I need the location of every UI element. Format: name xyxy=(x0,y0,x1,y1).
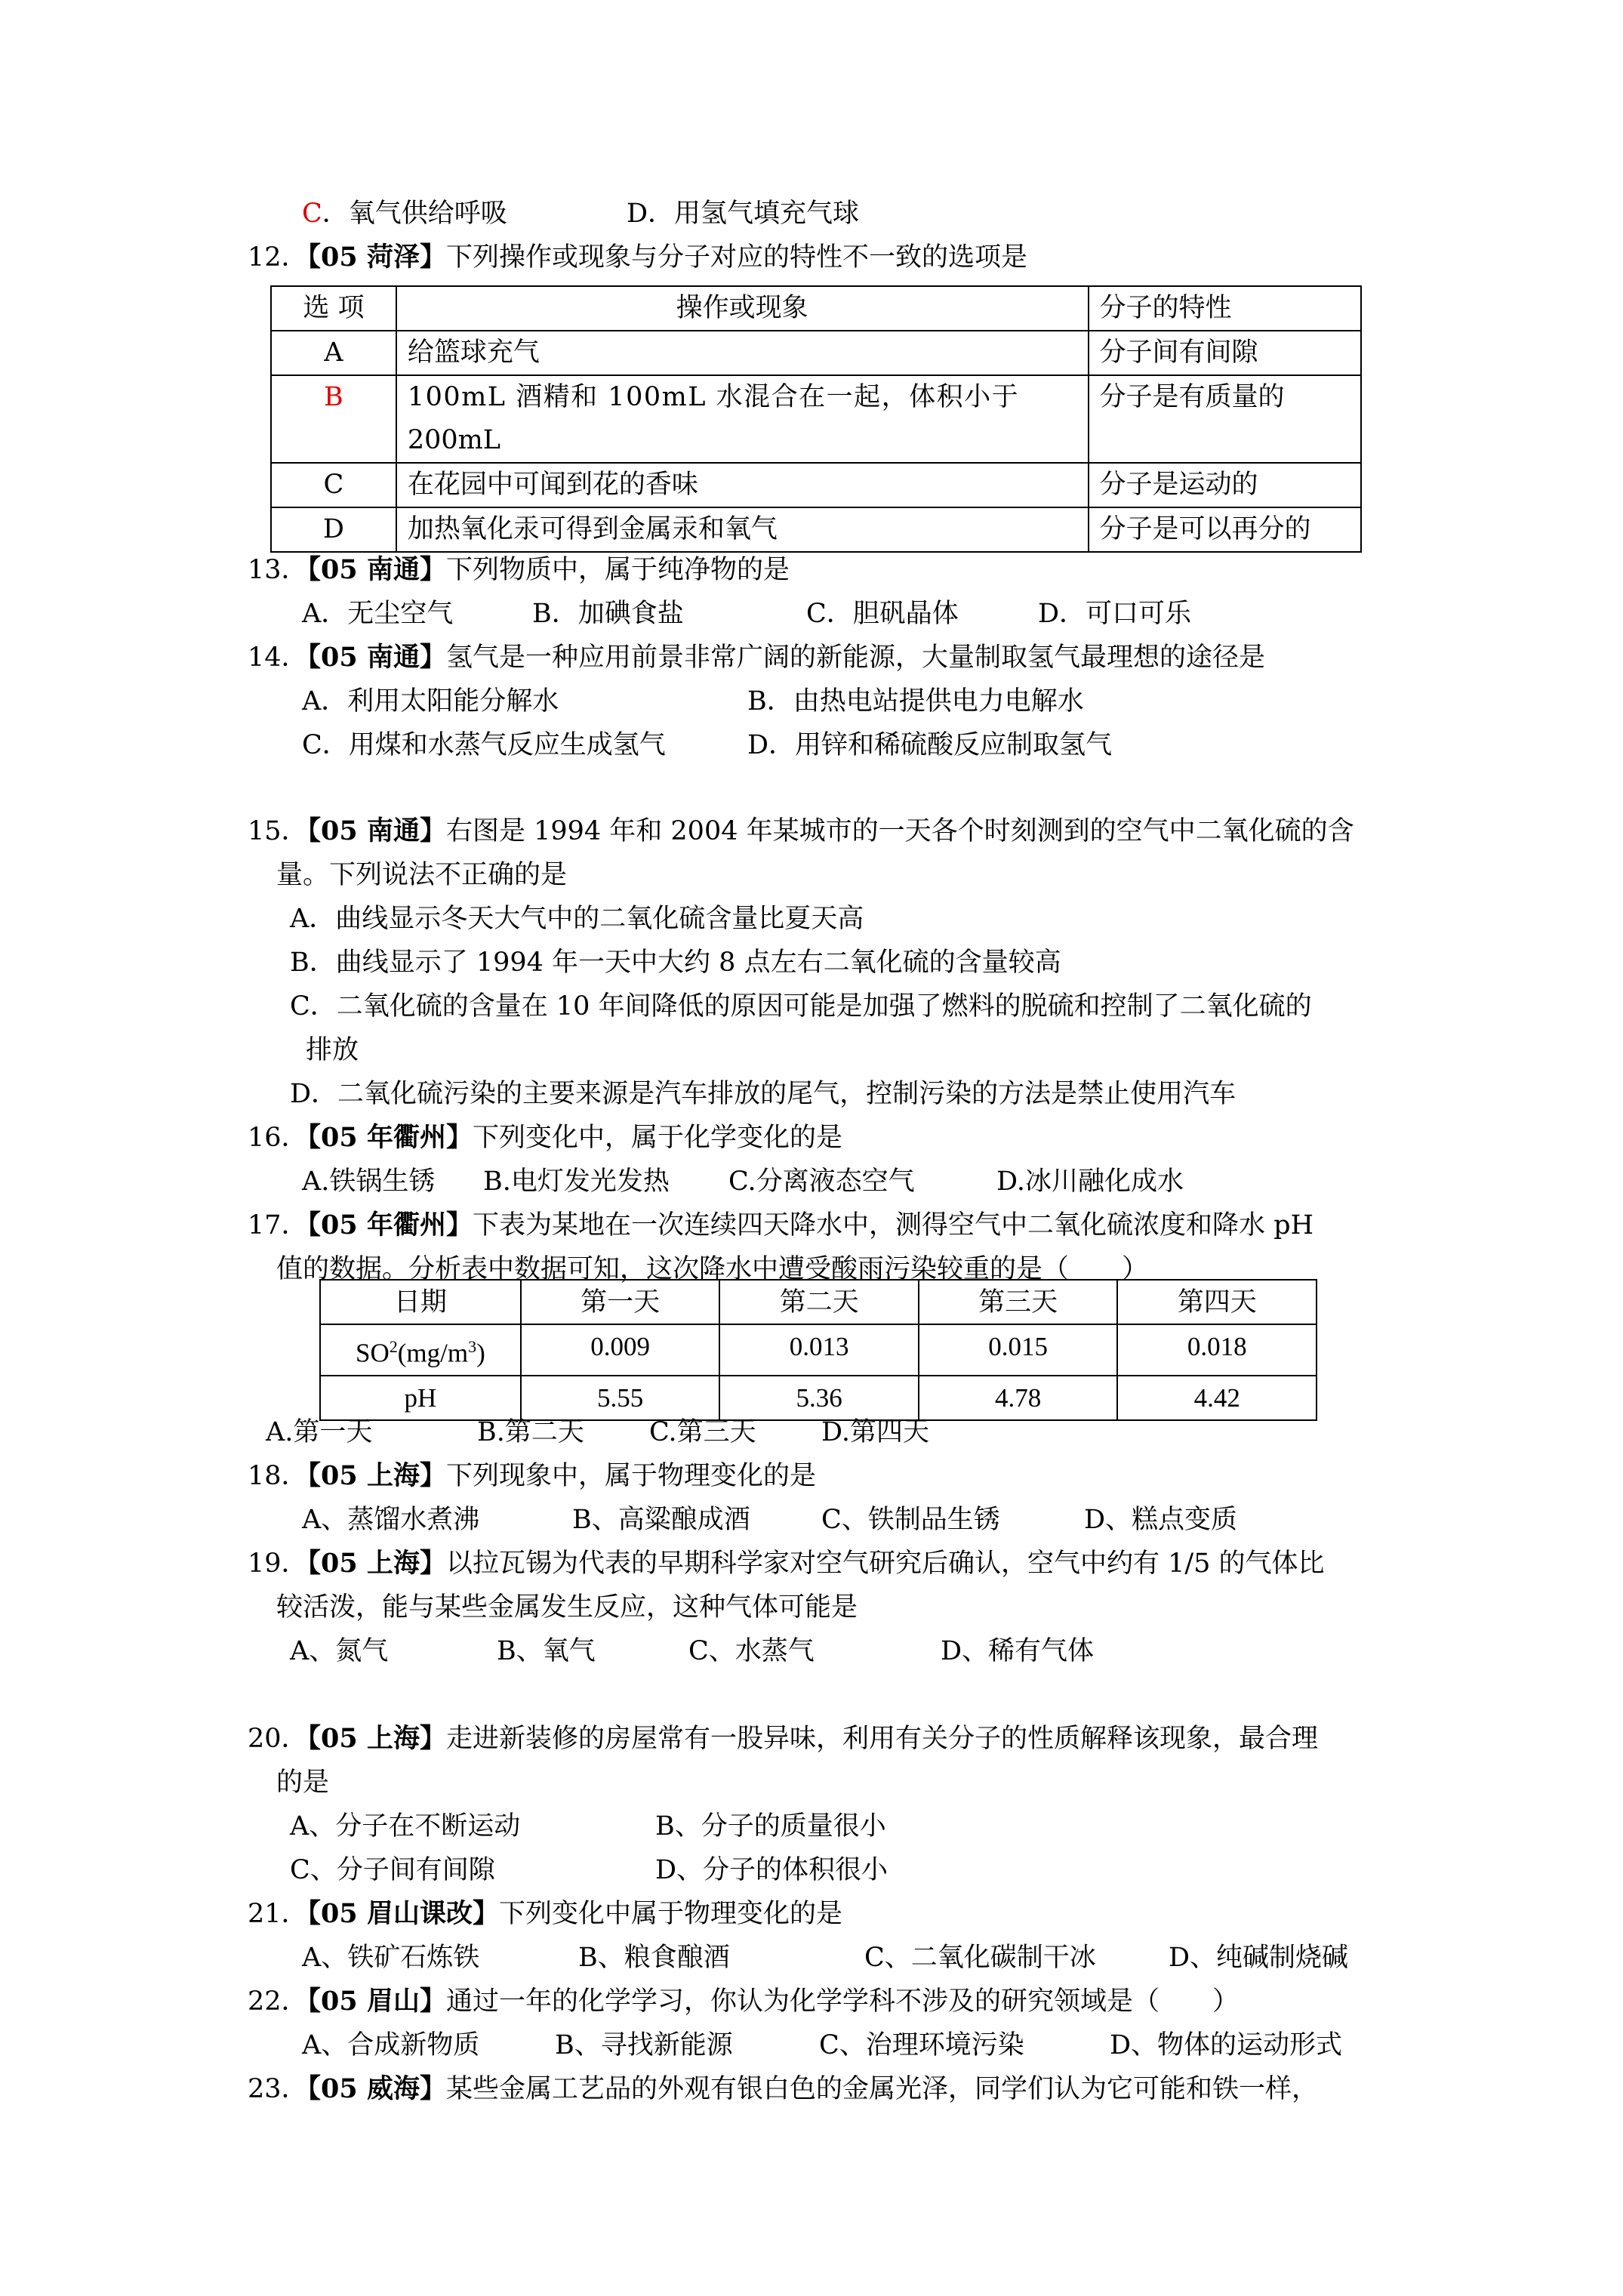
table-header-cell: 第四天 xyxy=(1117,1280,1317,1324)
table-header-row xyxy=(271,286,1361,331)
option-d: D．可口可乐 xyxy=(1038,599,1192,629)
operation-line-2: 200mL xyxy=(407,425,501,455)
question-number: 17． xyxy=(248,1210,308,1240)
source-tag: 【05 南通】 xyxy=(307,815,446,846)
property-cell: 分子是运动的 xyxy=(1089,463,1362,507)
table-cell: 0.009 xyxy=(521,1324,720,1376)
option-b: B．由热电站提供电力电解水 xyxy=(747,686,1084,717)
question-text: 下列物质中，属于纯净物的是 xyxy=(445,555,790,585)
question-number: 16． xyxy=(248,1123,308,1153)
table-cell: 0.018 xyxy=(1117,1324,1317,1376)
question-text: 下列变化中属于物理变化的是 xyxy=(498,1899,842,1929)
operation-cell: 给篮球充气 xyxy=(396,331,1089,375)
property-cell: 分子是有质量的 xyxy=(1089,375,1362,463)
table-row-ph xyxy=(320,1376,1317,1420)
option-b: B、粮食酿酒 xyxy=(578,1943,730,1973)
option-b: B.第二天 xyxy=(477,1417,584,1447)
q12-table xyxy=(270,285,1362,553)
question-number: 18． xyxy=(248,1461,308,1491)
table-row xyxy=(271,463,1361,507)
option-c: C.第三天 xyxy=(649,1417,756,1447)
source-tag: 【05 年衢州】 xyxy=(307,1210,473,1240)
option-a: A．利用太阳能分解水 xyxy=(302,686,559,717)
source-tag: 【05 南通】 xyxy=(307,554,446,585)
option-cell: C xyxy=(271,463,396,507)
q11-option-d: D．用氢气填充气球 xyxy=(627,199,860,229)
q21-stem xyxy=(248,1898,842,1930)
q18-stem xyxy=(248,1460,816,1492)
option-a: A、合成新物质 xyxy=(302,2030,480,2060)
q11-option-c: ．氧气供给呼吸 xyxy=(322,199,507,229)
question-text: 走进新装修的房屋常有一股异味，利用有关分子的性质解释该现象，最合理 xyxy=(445,1724,1318,1754)
operation-cell: 在花园中可闻到花的香味 xyxy=(396,463,1089,507)
q15-option-d: D．二氧化硫污染的主要来源是汽车排放的尾气，控制污染的方法是禁止使用汽车 xyxy=(290,1079,1236,1109)
option-b: B、寻找新能源 xyxy=(555,2030,733,2060)
question-text: 下表为某地在一次连续四天降水中，测得空气中二氧化硫浓度和降水 pH xyxy=(472,1210,1314,1240)
option-d: D、物体的运动形式 xyxy=(1110,2030,1343,2060)
table-header-cell: 选 项 xyxy=(271,286,396,331)
question-text: 以拉瓦锡为代表的早期科学家对空气研究后确认，空气中约有 1/5 的气体比 xyxy=(445,1549,1325,1579)
question-number: 15． xyxy=(248,816,308,846)
option-d: D、稀有气体 xyxy=(941,1636,1095,1666)
source-tag: 【05 威海】 xyxy=(307,2073,446,2104)
operation-cell xyxy=(396,375,1089,463)
question-text: 氢气是一种应用前景非常广阔的新能源，大量制取氢气最理想的途径是 xyxy=(445,643,1265,673)
operation-line-1: 100mL 酒精和 100mL 水混合在一起，体积小于 xyxy=(407,382,1020,412)
table-header-cell: 日期 xyxy=(320,1280,521,1324)
option-c: C、水蒸气 xyxy=(688,1636,815,1666)
table-cell: 0.013 xyxy=(719,1324,919,1376)
option-b: B.电灯发光发热 xyxy=(483,1166,670,1197)
option-cell: A xyxy=(271,331,396,375)
q15-stem-line1 xyxy=(248,815,1354,847)
q12-stem xyxy=(248,242,1027,273)
table-row xyxy=(271,331,1361,375)
table-row xyxy=(271,507,1361,552)
q23-stem xyxy=(248,2073,1318,2105)
table-header-cell: 操作或现象 xyxy=(396,286,1089,331)
so2-unit-close: ) xyxy=(476,1338,485,1368)
q13-stem xyxy=(248,554,790,586)
table-cell: 4.42 xyxy=(1117,1376,1317,1420)
q15-option-c-line1: C．二氧化硫的含量在 10 年间降低的原因可能是加强了燃料的脱硫和控制了二氧化硫的 xyxy=(290,991,1312,1022)
source-tag: 【05 年衢州】 xyxy=(307,1122,473,1153)
table-header-cell: 第三天 xyxy=(919,1280,1118,1324)
q14-stem xyxy=(248,642,1265,673)
q20-stem-line2: 的是 xyxy=(276,1767,330,1798)
table-row xyxy=(271,375,1361,463)
property-cell: 分子是可以再分的 xyxy=(1089,507,1362,552)
so2-unit-exponent: 3 xyxy=(468,1337,477,1356)
table-row-so2 xyxy=(320,1324,1317,1376)
table-cell: 4.78 xyxy=(919,1376,1118,1420)
question-number: 21． xyxy=(248,1899,308,1929)
table-header-cell: 第二天 xyxy=(719,1280,919,1324)
option-b: B、氧气 xyxy=(497,1636,596,1666)
question-number: 13． xyxy=(248,555,308,585)
question-text: 某些金属工艺品的外观有银白色的金属光泽，同学们认为它可能和铁一样， xyxy=(445,2074,1318,2104)
option-c: C、二氧化碳制干冰 xyxy=(864,1943,1096,1973)
ph-label-cell: pH xyxy=(320,1376,521,1420)
option-a: A、氮气 xyxy=(290,1636,389,1666)
property-cell: 分子间有间隙 xyxy=(1089,331,1362,375)
table-header-row xyxy=(320,1280,1317,1324)
q19-stem-line2: 较活泼，能与某些金属发生反应，这种气体可能是 xyxy=(276,1592,858,1623)
option-b: B、分子的质量很小 xyxy=(655,1811,886,1841)
option-c: C、治理环境污染 xyxy=(819,2030,1024,2060)
option-d: D.第四天 xyxy=(821,1417,929,1447)
table-cell: 5.36 xyxy=(719,1376,919,1420)
q22-stem xyxy=(248,1986,1239,2017)
q11-options-line xyxy=(302,198,860,230)
option-cell: B xyxy=(271,375,396,463)
option-b: B．加碘食盐 xyxy=(532,599,684,629)
table-cell: 0.015 xyxy=(919,1324,1118,1376)
question-text: 下列操作或现象与分子对应的特性不一致的选项是 xyxy=(445,242,1027,273)
q15-option-a: A．曲线显示冬天大气中的二氧化硫含量比夏天高 xyxy=(290,904,864,934)
question-text: 通过一年的化学学习，你认为化学学科不涉及的研究领域是（ ） xyxy=(445,1986,1239,2017)
option-d: D、分子的体积很小 xyxy=(655,1855,888,1885)
question-number: 12． xyxy=(248,242,308,273)
table-header-cell: 第一天 xyxy=(521,1280,720,1324)
q17-table xyxy=(319,1279,1317,1421)
so2-unit: (mg/m xyxy=(397,1338,469,1368)
option-b: B、高粱酿成酒 xyxy=(572,1505,750,1535)
source-tag: 【05 上海】 xyxy=(307,1548,446,1579)
option-a: A.铁锅生锈 xyxy=(302,1166,436,1197)
question-number: 20． xyxy=(248,1724,308,1754)
source-tag: 【05 上海】 xyxy=(307,1723,446,1754)
option-cell: D xyxy=(271,507,396,552)
so2-label: SO xyxy=(356,1338,390,1368)
question-number: 14． xyxy=(248,643,308,673)
source-tag: 【05 眉山】 xyxy=(307,1986,446,2017)
question-number: 23． xyxy=(248,2074,308,2104)
operation-cell: 加热氧化汞可得到金属汞和氧气 xyxy=(396,507,1089,552)
source-tag: 【05 上海】 xyxy=(307,1460,446,1491)
option-d: D．用锌和稀硫酸反应制取氢气 xyxy=(747,730,1113,760)
option-a: A、分子在不断运动 xyxy=(290,1811,521,1841)
question-number: 19． xyxy=(248,1549,308,1579)
so2-subscript: 2 xyxy=(389,1337,398,1356)
option-c: C．胆矾晶体 xyxy=(806,599,959,629)
q15-option-b: B．曲线显示了 1994 年一天中大约 8 点左右二氧化硫的含量较高 xyxy=(290,948,1061,978)
table-header-cell: 分子的特性 xyxy=(1089,286,1362,331)
question-text: 下列变化中，属于化学变化的是 xyxy=(472,1123,842,1153)
q15-stem-line2: 量。下列说法不正确的是 xyxy=(276,860,568,890)
so2-label-cell xyxy=(320,1324,521,1376)
option-a: A、蒸馏水煮沸 xyxy=(302,1505,480,1535)
q19-stem-line1 xyxy=(248,1548,1325,1579)
option-c: C、铁制品生锈 xyxy=(821,1505,1000,1535)
question-number: 22． xyxy=(248,1986,308,2017)
option-c: C.分离液态空气 xyxy=(728,1166,915,1197)
option-c: C、分子间有间隙 xyxy=(290,1855,495,1885)
table-cell: 5.55 xyxy=(521,1376,720,1420)
source-tag: 【05 菏泽】 xyxy=(307,242,446,273)
option-a: A.第一天 xyxy=(266,1417,373,1447)
q17-stem-line2: 值的数据。分析表中数据可知，这次降水中遭受酸雨污染较重的是（ ） xyxy=(276,1254,1149,1284)
source-tag: 【05 南通】 xyxy=(307,642,446,673)
option-d: D.冰川融化成水 xyxy=(996,1166,1184,1197)
option-a: A、铁矿石炼铁 xyxy=(302,1943,480,1973)
option-c: C．用煤和水蒸气反应生成氢气 xyxy=(302,730,666,760)
question-text: 下列现象中，属于物理变化的是 xyxy=(445,1461,816,1491)
option-d: D、纯碱制烧碱 xyxy=(1169,1943,1349,1973)
q16-stem xyxy=(248,1122,842,1154)
source-tag: 【05 眉山课改】 xyxy=(307,1898,499,1929)
option-d: D、糕点变质 xyxy=(1084,1505,1238,1535)
q17-stem-line1 xyxy=(248,1210,1313,1241)
q20-stem-line1 xyxy=(248,1723,1318,1755)
option-a: A．无尘空气 xyxy=(302,599,454,629)
q15-option-c-line2: 排放 xyxy=(306,1035,359,1065)
question-text: 右图是 1994 年和 2004 年某城市的一天各个时刻测到的空气中二氧化硫的含 xyxy=(445,816,1354,846)
q11-option-c-letter: C xyxy=(302,199,322,229)
